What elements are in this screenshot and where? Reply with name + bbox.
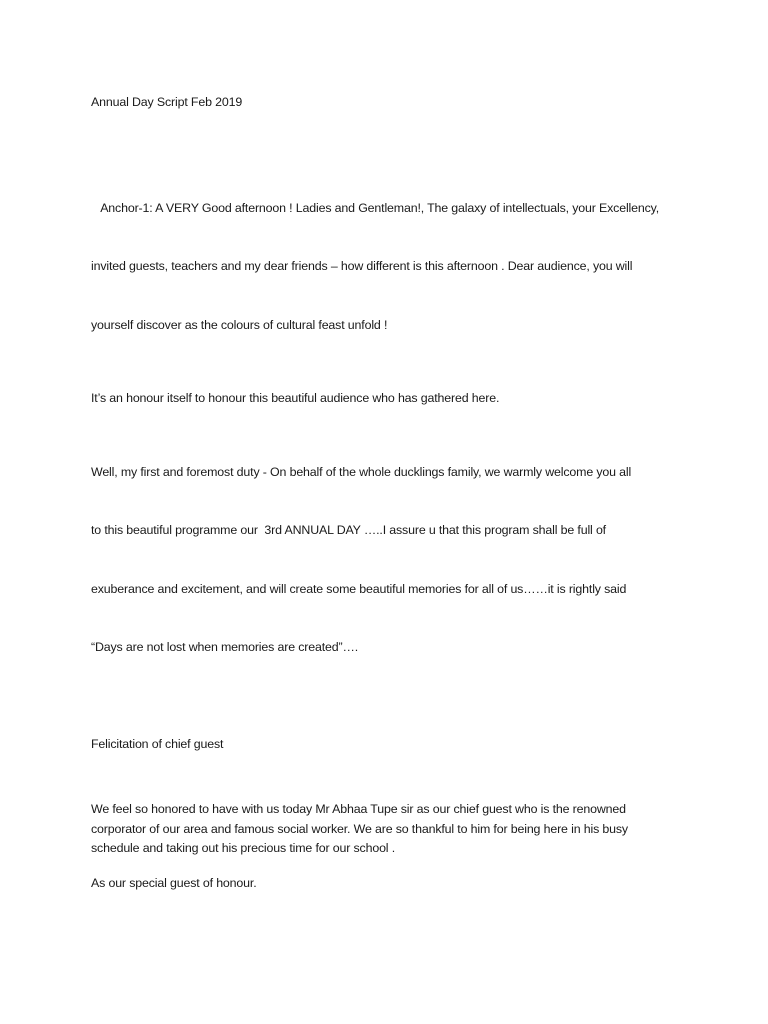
text-line: schedule and taking out his precious time for our school . bbox=[91, 841, 395, 855]
text-line: It’s an honour itself to honour this beautiful audience who has gathered here. bbox=[91, 391, 500, 405]
document-body bbox=[91, 93, 691, 893]
special-guest-paragraph bbox=[91, 874, 691, 894]
felicitation-heading bbox=[91, 735, 691, 755]
title-text: Annual Day Script Feb 2019 bbox=[91, 95, 243, 109]
text-line: Anchor-1: A VERY Good afternoon ! Ladies and Gentleman!, The galaxy of intellectuals, your Excellency, bbox=[91, 200, 660, 215]
text-line: to this beautiful programme our 3rd ANNUAL DAY …..I assure u that this program shall be full of bbox=[91, 523, 606, 537]
text-line: Well, my first and foremost duty - On behalf of the whole ducklings family, we warmly welcome you all bbox=[91, 464, 632, 479]
text-line: corporator of our area and famous social worker. We are so thankful to him for being here in his busy bbox=[91, 821, 628, 836]
document-title bbox=[91, 93, 691, 113]
honour-paragraph bbox=[91, 389, 691, 409]
text-line: As our special guest of honour. bbox=[91, 875, 257, 890]
chief-guest-paragraph bbox=[91, 800, 691, 859]
anchor-paragraph bbox=[91, 160, 691, 375]
text-line: “Days are not lost when memories are created”…. bbox=[91, 640, 359, 654]
text-line: yourself discover as the colours of cultural feast unfold ! bbox=[91, 317, 388, 332]
text-line: We feel so honored to have with us today Mr Abhaa Tupe sir as our chief guest who is the renowned bbox=[91, 802, 626, 816]
heading-text: Felicitation of chief guest bbox=[91, 736, 224, 751]
welcome-paragraph bbox=[91, 424, 691, 697]
text-line: invited guests, teachers and my dear friends – how different is this afternoon . Dear audience, you will bbox=[91, 259, 633, 273]
text-line: exuberance and excitement, and will create some beautiful memories for all of us……it is rightly said bbox=[91, 581, 627, 596]
